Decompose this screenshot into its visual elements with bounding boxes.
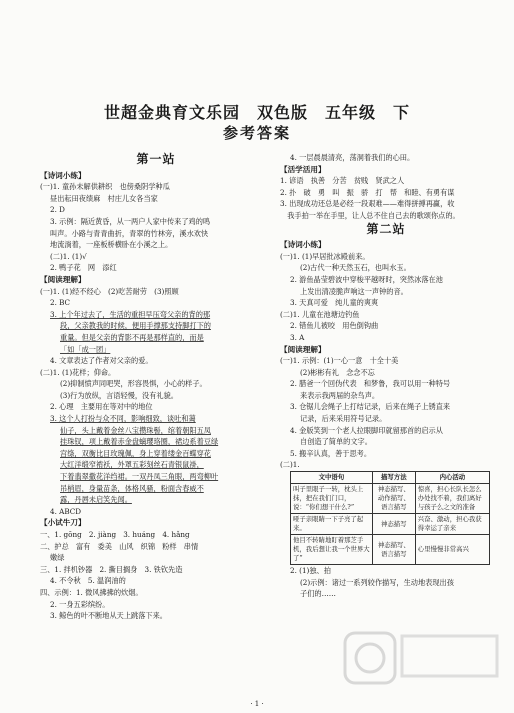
right-answer-line: (一)1. 示例：(1)一心一意 十全十美 (280, 356, 399, 366)
right-answer-line: 2. 扑 破 勇 叫 振 骄 打 帮 和睦、有勇有谋 (280, 187, 455, 197)
table-header-cell: 内心活动 (415, 472, 489, 484)
table-cell: 他目不转睛地盯着那芝手机，我后想让我一个世界大了” (291, 535, 373, 565)
right-answer-line: 记录，后来采用符号记录。 (300, 414, 387, 424)
left-answer-line: 大红洋缎窄褃袄，外罩五彩刻丝石青银鼠褂， (60, 460, 204, 470)
left-answer-line: 3. 示例：隔近黄昏，从一两户人家中传来了鸡的鸣 (50, 216, 211, 226)
right-answer-line: 2. 游鱼晶莹碧波中穿梭平越呀时，突然冰落在池 (290, 274, 443, 284)
left-answer-line: (一)1. (1)经不经心 (2)吃苦耐劳 (3)照顾 (40, 286, 179, 296)
left-heading: 【阅读理解】 (40, 274, 86, 284)
left-answer-line: 一、1. gōng 2. jiàng 3. huáng 4. hǎng (40, 530, 190, 539)
table-header-cell: 描写方法 (372, 472, 415, 484)
left-answer-line: 嫩绿 (50, 553, 65, 563)
right-answer-line: (2)彬彬有礼 念念不忘 (300, 367, 375, 377)
left-answer-line: 2. BC (50, 298, 71, 308)
right-answer-line: (2)古代一种天然玉石，也叫水玉。 (300, 263, 411, 273)
left-answer-line: 3. 这个人打扮与众不同，影响细致，谈吐和蔼 (50, 414, 196, 424)
section-title-first-station: 第一站 (136, 152, 176, 166)
right-answer-line: 4. 一层晨晨清亮，荡洞着我们的心田。 (290, 153, 415, 162)
right-answer-line: (二)1. (280, 460, 300, 470)
right-answer-line: 5. 搬辛认真，善于思考。 (290, 448, 372, 458)
left-answer-line: 4. 不令秋 5. 温润油的 (50, 576, 126, 586)
right-answer-line: 上发出清凌脆声响这一声钟的音。 (300, 286, 408, 296)
left-column (40, 152, 272, 622)
left-answer-line: 地流淌着，一座板桥横卧在小溪之上。 (50, 240, 173, 250)
left-answer-line: (二)1. (1)花样；仰命。 (40, 367, 116, 377)
left-answer-line: 宫绦，双衡比目玫瑰佩，身上穿着缕金百蝶穿花 (60, 448, 211, 458)
right-answer-line: 自创造了简单的文字。 (300, 437, 372, 447)
right-answer-line: 子们的…… (300, 589, 336, 599)
left-answer-line: 段，父亲教我的时候，便用手撑那支持脚打下的 (60, 321, 211, 331)
table-cell: 叫子里眼子一转，枕头上抹，把在我们门口，说：“你们想干什么?” (291, 484, 373, 514)
table-cell: 兴奋、激动，担心我获得幸运了亲来 (415, 514, 489, 535)
table-header-cell: 文中语句 (291, 472, 373, 484)
table-cell: 心里慢慢非常高兴 (415, 535, 489, 565)
left-answer-line: 2. D (50, 205, 65, 215)
left-answer-line: (二)1. (1)√ (50, 251, 87, 261)
left-answer-line: 四、示例：1. 微风拂拂的炊烟。 (40, 587, 143, 597)
left-answer-line: 4. ABCD (50, 506, 82, 516)
left-answer-line: 下着翡翠撒花洋绉裙。一双丹凤三角眼，两弯柳叶 (60, 472, 219, 482)
left-answer-line: 4. 文章表达了作者对父亲的爱。 (50, 356, 153, 366)
left-answer-line: (2)抑制愤声同吧哭，形容畏惧，小心的样子。 (60, 379, 207, 389)
right-answer-line: 1. 谚语 执善 分苦 贫贱 贤武之人 (280, 176, 405, 186)
right-answer-line: 2. 错鱼儿被咬 用色倒钩曲 (290, 321, 379, 331)
left-answer-line: 3. 鲸色的叶不断地从天上跳落下来。 (50, 611, 167, 621)
page-number: · 1 · (250, 700, 264, 708)
page-title: 世超金典育文乐园 双色版 五年级 下 (103, 103, 410, 122)
right-answer-line: 2. (1)独、拍 (290, 566, 331, 576)
table-cell: 惊喜，担心长队长怎么办处找不着，我们离好与孩子么之文的准备 (415, 484, 489, 514)
left-answer-line: 2. 心理 主要用在等对中的地位 (50, 402, 153, 412)
left-answer-line: (一)1. 童孙未解供耕织 也傍桑阴学种瓜 (40, 182, 170, 192)
left-answer-line: 吊梢眉，身量苗条，体格风骚，粉面含春威不 (60, 483, 204, 493)
left-answer-line: 挂珠钗，项上戴着赤金盘螭璎珞圈，裙边系着豆绿 (60, 437, 219, 447)
right-heading: 【阅读理解】 (280, 344, 326, 354)
right-answer-line: (2)示例：诸过一系列较作描写，生动地表现出孩 (300, 577, 454, 587)
right-answer-line: (二)1. 儿童在池塘边钓鱼 (280, 309, 360, 319)
right-answer-line: 2. 腊爸一个回伪代表 和梦鲁，我可以用一种特号 (290, 379, 451, 389)
left-answer-line: 「如「成一团」 (60, 344, 111, 354)
reading-analysis-table (290, 471, 490, 565)
left-heading: 【小试牛刀】 (40, 518, 86, 528)
right-heading: 【诗词小练】 (280, 240, 326, 250)
right-answer-line: 来表示我两届的杂鸟声。 (300, 390, 380, 400)
right-answer-line: (一)1. (1)早居批冰殿前来。 (280, 251, 370, 261)
left-answer-line: 3. 上个年过去了，生活的重担早压弯父亲的背的那 (50, 309, 211, 319)
table-row (291, 535, 490, 565)
right-answer-line: 3. A (290, 332, 305, 342)
right-heading: 【活学活用】 (280, 164, 326, 174)
right-answer-line: 3. 出现成功还总是必经一段艰难——难得拼搏再赢，收 (280, 199, 455, 209)
table-row (291, 514, 490, 535)
right-answer-line: 3. 天真可爱 纯儿童的爽爽 (290, 298, 379, 308)
left-answer-line: 昼出耘田夜绩麻 村庄儿女各当家 (50, 193, 158, 203)
left-answer-line: 2. 鸭子花 网 添红 (50, 263, 117, 273)
left-answer-line: 三、1. 拌机钞器 2. 撕目搁身 3. 铁钦先造 (40, 564, 183, 574)
section-title-second-station: 第二站 (366, 221, 406, 236)
right-column (280, 152, 492, 600)
left-answer-line: 仙子，头上戴着金丝八宝攒珠髻，绾着朝阳五凤 (60, 425, 211, 435)
left-answer-line: (3)行为放纵，言语轻慢，没有礼貌。 (60, 390, 178, 400)
left-heading: 【诗词小练】 (40, 170, 86, 180)
left-answer-line: 重量。但是父亲的背影不再是那样直的，而是 (60, 332, 204, 342)
table-cell: 神态描写 (372, 514, 415, 535)
right-answer-line: 3. 仓锯儿会绳子上打结记录，后来在绳子上锈直来 (290, 402, 451, 412)
watermark-logo (340, 628, 505, 698)
left-answer-line: 露，丹唇未启笑先闻。 (60, 495, 132, 505)
left-answer-line: 2. 一身五彩缤纷。 (50, 599, 110, 609)
table-cell: 哑子亲眼睛一下子亮了起来。 (291, 514, 373, 535)
right-answer-line: 我手拍一举在手里，让人总不住自己去的歌颂你点的。 (280, 210, 460, 220)
table-cell: 神态描写、语言描写 (372, 535, 415, 565)
page-subtitle: 参考答案 (222, 124, 291, 142)
left-answer-line: 二、护总 富有 委美 山风 织锦 粉样 串情 (40, 541, 199, 551)
right-answer-line: 4. 金版笑到一个老人拉眼脚印就留那首的启示从 (290, 425, 443, 435)
table-cell: 神态描写、动作描写、语言描写 (372, 484, 415, 514)
table-row (291, 484, 490, 514)
left-answer-line: 叫声。小路与青青曲折，青翠的竹林旁，溪水欢快 (50, 228, 209, 238)
